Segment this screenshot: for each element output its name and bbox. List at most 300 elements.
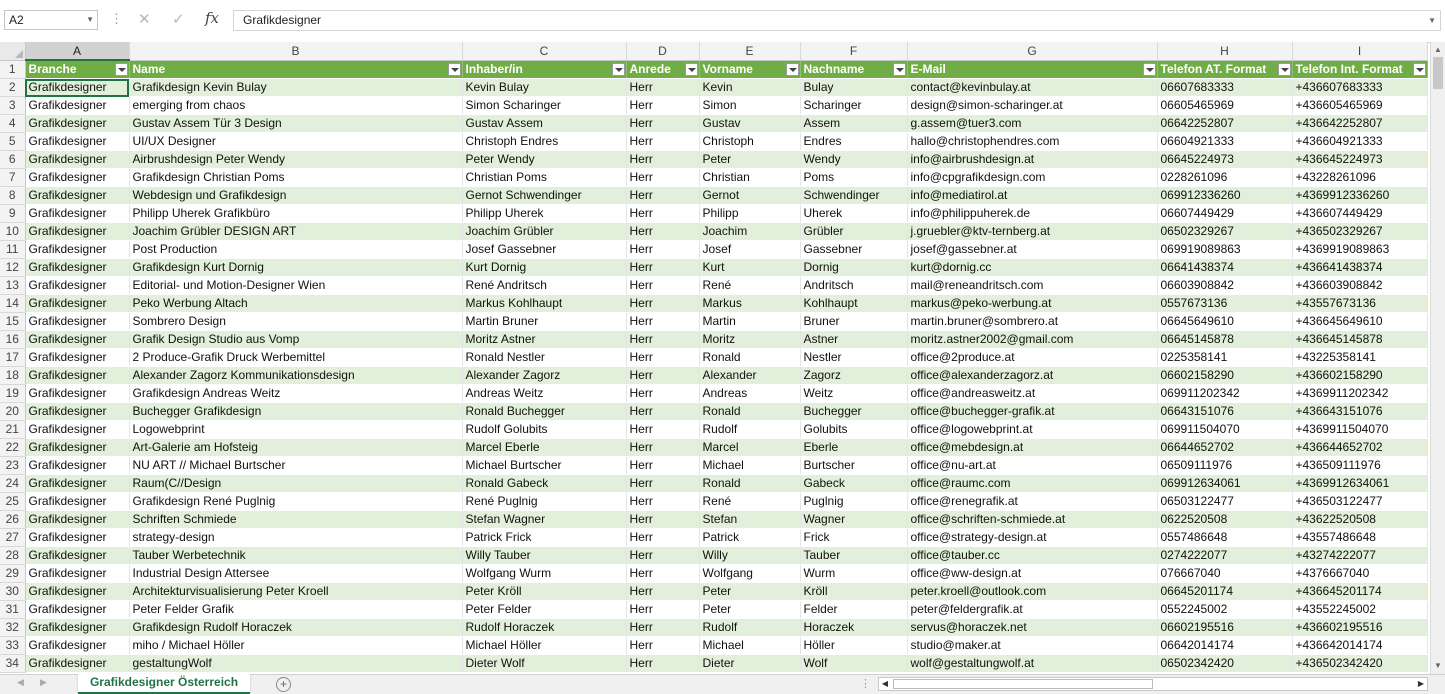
header-cell[interactable] [626,60,699,79]
cell[interactable]: +436607683333 [1292,79,1427,97]
cell[interactable]: office@renegrafik.at [907,493,1157,511]
cell[interactable]: Michael [699,637,800,655]
cell[interactable]: Stefan Wagner [462,511,626,529]
cell[interactable]: NU ART // Michael Burtscher [129,457,462,475]
column-header[interactable]: G [907,42,1157,60]
cell[interactable]: Puglnig [800,493,907,511]
cell[interactable]: emerging from chaos [129,97,462,115]
next-sheet-icon[interactable]: ▶ [40,677,47,687]
cell[interactable]: Poms [800,169,907,187]
cell[interactable]: Herr [626,133,699,151]
name-box[interactable] [4,10,98,30]
cell[interactable]: markus@peko-werbung.at [907,295,1157,313]
column-header[interactable]: C [462,42,626,60]
cell[interactable]: Herr [626,97,699,115]
cell[interactable]: Peter Kröll [462,583,626,601]
cell[interactable]: Andreas Weitz [462,385,626,403]
row-header[interactable]: 11 [0,241,25,259]
cell[interactable]: Grafikdesign Andreas Weitz [129,385,462,403]
cell[interactable]: +43557486648 [1292,529,1427,547]
cell[interactable]: Ronald [699,349,800,367]
cell[interactable]: Herr [626,313,699,331]
cell[interactable]: Alexander Zagorz Kommunikationsdesign [129,367,462,385]
cell[interactable]: Tauber [800,547,907,565]
row-header[interactable]: 13 [0,277,25,295]
cell[interactable]: Josef [699,241,800,259]
cell[interactable]: Schwendinger [800,187,907,205]
cell[interactable]: Grafikdesigner [25,223,129,241]
cell[interactable]: Herr [626,331,699,349]
cell[interactable]: Michael Burtscher [462,457,626,475]
cell[interactable]: 06603908842 [1157,277,1292,295]
row-header[interactable]: 6 [0,151,25,169]
cell[interactable]: Grafikdesigner [25,637,129,655]
cell[interactable]: 0557673136 [1157,295,1292,313]
cell[interactable]: Logowebprint [129,421,462,439]
cell[interactable]: 06641438374 [1157,259,1292,277]
cell[interactable]: Wendy [800,151,907,169]
cell[interactable]: 06604921333 [1157,133,1292,151]
cell[interactable]: Architekturvisualisierung Peter Kroell [129,583,462,601]
cell[interactable]: Bulay [800,79,907,97]
cell[interactable]: +4369911504070 [1292,421,1427,439]
filter-dropdown-icon[interactable] [786,63,799,76]
cell[interactable]: +436603908842 [1292,277,1427,295]
cell[interactable]: +436641438374 [1292,259,1427,277]
cell[interactable]: Grafikdesigner [25,259,129,277]
cell[interactable]: +43557673136 [1292,295,1427,313]
cell[interactable]: Herr [626,529,699,547]
cell[interactable]: info@mediatirol.at [907,187,1157,205]
cell[interactable]: +436642014174 [1292,637,1427,655]
cell[interactable]: René [699,493,800,511]
column-header[interactable]: B [129,42,462,60]
cell[interactable]: +43228261096 [1292,169,1427,187]
row-header[interactable]: 21 [0,421,25,439]
cell[interactable]: Herr [626,277,699,295]
cell[interactable]: Dieter Wolf [462,655,626,673]
horizontal-scrollbar[interactable] [878,677,1428,691]
cell[interactable]: strategy-design [129,529,462,547]
cell[interactable]: Michael Höller [462,637,626,655]
cell[interactable]: Rudolf [699,421,800,439]
row-header[interactable]: 34 [0,655,25,673]
cell[interactable]: 06602195516 [1157,619,1292,637]
filter-dropdown-icon[interactable] [1278,63,1291,76]
row-header[interactable]: 24 [0,475,25,493]
cell[interactable]: Gabeck [800,475,907,493]
cell[interactable]: Post Production [129,241,462,259]
cell[interactable]: Herr [626,295,699,313]
cell[interactable]: 069912634061 [1157,475,1292,493]
cell[interactable]: Herr [626,547,699,565]
cell[interactable]: Weitz [800,385,907,403]
cell[interactable]: Herr [626,367,699,385]
cell[interactable]: Rudolf [699,619,800,637]
cell[interactable]: René [699,277,800,295]
cell[interactable]: Sombrero Design [129,313,462,331]
cell[interactable]: office@strategy-design.at [907,529,1157,547]
column-header[interactable]: E [699,42,800,60]
cell[interactable]: Herr [626,151,699,169]
row-header[interactable]: 29 [0,565,25,583]
header-cell[interactable] [129,60,462,79]
cell[interactable]: Höller [800,637,907,655]
cell[interactable]: peter.kroell@outlook.com [907,583,1157,601]
cell[interactable]: Grafikdesigner [25,97,129,115]
cell[interactable]: Dieter [699,655,800,673]
cell[interactable]: Wurm [800,565,907,583]
cell[interactable]: miho / Michael Höller [129,637,462,655]
cell[interactable]: René Andritsch [462,277,626,295]
row-header[interactable]: 20 [0,403,25,421]
cell[interactable]: Herr [626,205,699,223]
cell[interactable]: Markus [699,295,800,313]
row-header[interactable]: 33 [0,637,25,655]
cell[interactable]: Martin Bruner [462,313,626,331]
cell[interactable]: office@andreasweitz.at [907,385,1157,403]
cell[interactable]: Dornig [800,259,907,277]
cell[interactable]: Kevin Bulay [462,79,626,97]
cell[interactable]: Stefan [699,511,800,529]
cell[interactable]: studio@maker.at [907,637,1157,655]
cell[interactable]: Grafikdesigner [25,115,129,133]
cell[interactable]: Herr [626,241,699,259]
cell[interactable]: Ronald Gabeck [462,475,626,493]
cell[interactable]: office@ww-design.at [907,565,1157,583]
cell[interactable]: Joachim [699,223,800,241]
cell[interactable]: Ronald Nestler [462,349,626,367]
cell[interactable]: Grafikdesigner [25,205,129,223]
cell[interactable]: gestaltungWolf [129,655,462,673]
cell[interactable]: 06645224973 [1157,151,1292,169]
row-header[interactable]: 23 [0,457,25,475]
cell[interactable]: 06607683333 [1157,79,1292,97]
cell[interactable]: Art-Galerie am Hofsteig [129,439,462,457]
filter-dropdown-icon[interactable] [1413,63,1426,76]
cell[interactable]: 06645649610 [1157,313,1292,331]
cell[interactable]: Grafikdesigner [25,403,129,421]
cell[interactable]: kurt@dornig.cc [907,259,1157,277]
cell[interactable]: Wagner [800,511,907,529]
cell[interactable]: Herr [626,79,699,97]
cell[interactable]: Michael [699,457,800,475]
vertical-scrollbar[interactable] [1430,42,1445,674]
cell[interactable]: office@schriften-schmiede.at [907,511,1157,529]
scroll-left-icon[interactable]: ◀ [881,679,889,688]
cell[interactable]: Alexander [699,367,800,385]
cell[interactable]: design@simon-scharinger.at [907,97,1157,115]
row-header[interactable]: 14 [0,295,25,313]
cell[interactable]: Scharinger [800,97,907,115]
cell[interactable]: +4369919089863 [1292,241,1427,259]
cell[interactable]: Grafikdesigner [25,151,129,169]
column-header[interactable]: A [25,42,129,60]
cell[interactable]: info@cpgrafikdesign.com [907,169,1157,187]
column-header[interactable]: D [626,42,699,60]
cell[interactable]: +43225358141 [1292,349,1427,367]
cell[interactable]: j.gruebler@ktv-ternberg.at [907,223,1157,241]
cell[interactable]: +436643151076 [1292,403,1427,421]
cell[interactable]: +436509111976 [1292,457,1427,475]
cell[interactable]: office@buchegger-grafik.at [907,403,1157,421]
cell[interactable]: Philipp [699,205,800,223]
cell[interactable]: 06644652702 [1157,439,1292,457]
column-header[interactable]: I [1292,42,1427,60]
row-header[interactable]: 15 [0,313,25,331]
cell[interactable]: Ronald [699,475,800,493]
cell[interactable]: +43552245002 [1292,601,1427,619]
cell[interactable]: 0622520508 [1157,511,1292,529]
cell[interactable]: 06607449429 [1157,205,1292,223]
cell[interactable]: +436503122477 [1292,493,1427,511]
cell[interactable]: 0557486648 [1157,529,1292,547]
cell[interactable]: Peter Wendy [462,151,626,169]
cell[interactable]: Assem [800,115,907,133]
cell[interactable]: Raum(C//Design [129,475,462,493]
cell[interactable]: +43622520508 [1292,511,1427,529]
cell[interactable]: Herr [626,457,699,475]
cell[interactable]: Herr [626,439,699,457]
cell[interactable]: Marcel Eberle [462,439,626,457]
cell[interactable]: Grafikdesigner [25,313,129,331]
cell[interactable]: Joachim Grübler [462,223,626,241]
cell[interactable]: Zagorz [800,367,907,385]
cell[interactable]: Herr [626,187,699,205]
cell[interactable]: Patrick Frick [462,529,626,547]
cell[interactable]: Grafikdesigner [25,583,129,601]
cell[interactable]: Buchegger [800,403,907,421]
cell[interactable]: Grafikdesigner [25,367,129,385]
cell[interactable]: Gernot [699,187,800,205]
cell[interactable]: Nestler [800,349,907,367]
cell[interactable]: office@tauber.cc [907,547,1157,565]
row-header[interactable]: 5 [0,133,25,151]
cell[interactable]: 06645145878 [1157,331,1292,349]
cell[interactable]: 069911504070 [1157,421,1292,439]
cell[interactable]: 06502329267 [1157,223,1292,241]
cell[interactable]: Uherek [800,205,907,223]
cell[interactable]: Patrick [699,529,800,547]
cell[interactable]: mail@reneandritsch.com [907,277,1157,295]
cell[interactable]: +436607449429 [1292,205,1427,223]
cell[interactable]: +436502342420 [1292,655,1427,673]
cell[interactable]: info@philippuherek.de [907,205,1157,223]
cell[interactable]: 076667040 [1157,565,1292,583]
cell[interactable]: office@raumc.com [907,475,1157,493]
cell[interactable]: Markus Kohlhaupt [462,295,626,313]
cell[interactable]: Grafikdesigner [25,457,129,475]
cell[interactable]: Golubits [800,421,907,439]
cell[interactable]: Eberle [800,439,907,457]
scroll-right-icon[interactable]: ▶ [1417,679,1425,688]
cell[interactable]: Grafikdesigner [25,79,129,97]
cell[interactable]: info@airbrushdesign.at [907,151,1157,169]
cell[interactable]: +4369912336260 [1292,187,1427,205]
enter-icon[interactable]: ✓ [172,11,185,28]
cell[interactable]: Peter [699,151,800,169]
header-cell[interactable] [907,60,1157,79]
cell[interactable]: 0228261096 [1157,169,1292,187]
cell[interactable]: Industrial Design Attersee [129,565,462,583]
cell[interactable]: Grafikdesigner [25,277,129,295]
row-header[interactable]: 4 [0,115,25,133]
cell[interactable]: Felder [800,601,907,619]
cell[interactable]: Christian Poms [462,169,626,187]
cell[interactable]: Herr [626,349,699,367]
cell[interactable]: Airbrushdesign Peter Wendy [129,151,462,169]
cell[interactable]: 06502342420 [1157,655,1292,673]
cell[interactable]: Grafikdesigner [25,241,129,259]
cell[interactable]: +436604921333 [1292,133,1427,151]
cell[interactable]: Grafikdesigner [25,349,129,367]
cell[interactable]: Grafikdesigner [25,529,129,547]
cell[interactable]: Webdesign und Grafikdesign [129,187,462,205]
cell[interactable]: Herr [626,493,699,511]
cell[interactable]: Grafikdesigner [25,547,129,565]
vertical-scroll-thumb[interactable] [1433,57,1443,89]
cell[interactable]: +43274222077 [1292,547,1427,565]
cell[interactable]: Grafikdesign Kevin Bulay [129,79,462,97]
cell[interactable]: office@2produce.at [907,349,1157,367]
cell[interactable]: Herr [626,637,699,655]
cell[interactable]: Marcel [699,439,800,457]
cell[interactable]: Buchegger Grafikdesign [129,403,462,421]
cell[interactable]: Joachim Grübler DESIGN ART [129,223,462,241]
cell[interactable]: Herr [626,583,699,601]
cell[interactable]: Grafikdesigner [25,421,129,439]
column-header[interactable]: H [1157,42,1292,60]
row-header[interactable]: 28 [0,547,25,565]
cell[interactable]: Grafikdesigner [25,133,129,151]
cell[interactable]: 06602158290 [1157,367,1292,385]
cell[interactable]: servus@horaczek.net [907,619,1157,637]
header-cell[interactable] [1157,60,1292,79]
cell[interactable]: 069919089863 [1157,241,1292,259]
row-header[interactable]: 3 [0,97,25,115]
cell[interactable]: +436645145878 [1292,331,1427,349]
cell[interactable]: Frick [800,529,907,547]
cell[interactable]: Kurt [699,259,800,277]
cell[interactable]: +436642252807 [1292,115,1427,133]
row-header[interactable]: 8 [0,187,25,205]
sheet-tab-active[interactable]: Grafikdesigner Österreich [78,674,250,694]
cell[interactable]: Grafikdesigner [25,187,129,205]
cell[interactable]: Simon Scharinger [462,97,626,115]
cell[interactable]: hallo@christophendres.com [907,133,1157,151]
cancel-icon[interactable]: ✕ [138,11,151,28]
cell[interactable]: Willy Tauber [462,547,626,565]
scroll-up-icon[interactable]: ▲ [1434,45,1442,54]
header-cell[interactable] [25,60,129,79]
cell[interactable]: Gustav Assem Tür 3 Design [129,115,462,133]
row-header[interactable]: 10 [0,223,25,241]
row-header[interactable]: 16 [0,331,25,349]
cell[interactable]: +436645201174 [1292,583,1427,601]
cell[interactable]: Herr [626,115,699,133]
cell[interactable]: Josef Gassebner [462,241,626,259]
cell[interactable]: René Puglnig [462,493,626,511]
cell[interactable]: 069911202342 [1157,385,1292,403]
cell[interactable]: Rudolf Horaczek [462,619,626,637]
cell[interactable]: 069912336260 [1157,187,1292,205]
tab-split-handle-icon[interactable]: ⋮ [860,678,871,690]
cell[interactable]: Herr [626,223,699,241]
insert-function-icon[interactable]: fx [205,9,220,27]
cell[interactable]: Grafikdesigner [25,493,129,511]
cell[interactable]: office@nu-art.at [907,457,1157,475]
cell[interactable]: Peter Felder Grafik [129,601,462,619]
cell[interactable]: Peter Felder [462,601,626,619]
cell[interactable]: Peko Werbung Altach [129,295,462,313]
cell[interactable]: 06642252807 [1157,115,1292,133]
cell[interactable]: Herr [626,259,699,277]
cell[interactable]: Christoph [699,133,800,151]
cell[interactable]: +4369912634061 [1292,475,1427,493]
prev-sheet-icon[interactable]: ◀ [17,677,24,687]
cell[interactable]: Ronald [699,403,800,421]
cell[interactable]: Grafikdesigner [25,655,129,673]
cell[interactable]: Alexander Zagorz [462,367,626,385]
cell[interactable]: Wolfgang [699,565,800,583]
cell[interactable]: +4376667040 [1292,565,1427,583]
filter-dropdown-icon[interactable] [893,63,906,76]
row-header[interactable]: 17 [0,349,25,367]
cell[interactable]: Grafikdesigner [25,331,129,349]
filter-dropdown-icon[interactable] [1143,63,1156,76]
cell[interactable]: +436502329267 [1292,223,1427,241]
cell[interactable]: Herr [626,421,699,439]
cell[interactable]: Grafikdesign René Puglnig [129,493,462,511]
header-cell[interactable] [1292,60,1427,79]
cell[interactable]: Gustav Assem [462,115,626,133]
name-box-dropdown-icon[interactable]: ▼ [86,15,94,24]
cell[interactable]: +436605465969 [1292,97,1427,115]
cell[interactable]: Christian [699,169,800,187]
cell[interactable]: Herr [626,169,699,187]
cell[interactable]: Astner [800,331,907,349]
cell[interactable]: 06643151076 [1157,403,1292,421]
cell[interactable]: Willy [699,547,800,565]
cell[interactable]: Andritsch [800,277,907,295]
cell[interactable]: 06503122477 [1157,493,1292,511]
row-header[interactable]: 18 [0,367,25,385]
cell[interactable]: peter@feldergrafik.at [907,601,1157,619]
row-header[interactable]: 22 [0,439,25,457]
cell[interactable]: Gernot Schwendinger [462,187,626,205]
cell[interactable]: office@alexanderzagorz.at [907,367,1157,385]
cell[interactable]: Grafikdesigner [25,601,129,619]
cell[interactable]: martin.bruner@sombrero.at [907,313,1157,331]
cell[interactable]: Grafikdesigner [25,385,129,403]
cell[interactable]: Editorial- und Motion-Designer Wien [129,277,462,295]
cell[interactable]: office@logowebprint.at [907,421,1157,439]
cell[interactable]: Herr [626,655,699,673]
cell[interactable]: Grafikdesigner [25,439,129,457]
cell[interactable]: 06605465969 [1157,97,1292,115]
cell[interactable]: Grafikdesign Rudolf Horaczek [129,619,462,637]
cell[interactable]: Grafikdesigner [25,475,129,493]
cell[interactable]: +436645649610 [1292,313,1427,331]
header-cell[interactable] [462,60,626,79]
cell[interactable]: Kohlhaupt [800,295,907,313]
cell[interactable]: Peter [699,583,800,601]
cell[interactable]: Grafikdesign Kurt Dornig [129,259,462,277]
cell[interactable]: +436644652702 [1292,439,1427,457]
cell[interactable]: contact@kevinbulay.at [907,79,1157,97]
cell[interactable]: Simon [699,97,800,115]
cell[interactable]: 2 Produce-Grafik Druck Werbemittel [129,349,462,367]
